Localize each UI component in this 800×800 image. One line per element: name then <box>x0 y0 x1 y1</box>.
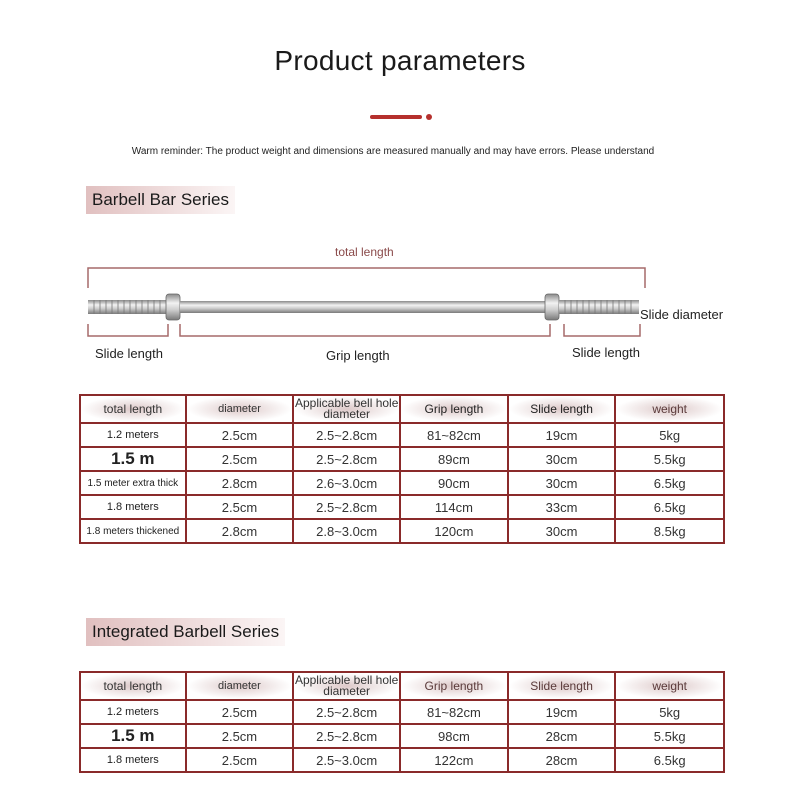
table-row <box>80 519 724 543</box>
cell-total-length: 1.8 meters thickened <box>80 519 186 543</box>
cell-grip-length: 114cm <box>400 495 508 519</box>
integrated-barbell-spec-table <box>79 671 725 773</box>
title-divider <box>370 115 422 119</box>
grip-bar <box>180 301 545 313</box>
cell-slide-length: 30cm <box>508 471 616 495</box>
right-collar <box>545 294 559 320</box>
cell-slide-length: 19cm <box>508 423 616 447</box>
header-slide-length: Slide length <box>508 672 616 700</box>
table-row <box>80 471 724 495</box>
header-weight: weight <box>615 672 724 700</box>
header-bell-hole-diameter: Applicable bell hole diameter <box>294 396 399 421</box>
cell-bell-hole: 2.5~3.0cm <box>293 748 400 772</box>
cell-weight: 6.5kg <box>615 748 724 772</box>
header-grip-length: Grip length <box>400 672 508 700</box>
cell-total-length: 1.8 meters <box>80 495 186 519</box>
cell-weight: 5kg <box>615 423 724 447</box>
slide-diameter-label: Slide diameter <box>640 307 724 322</box>
cell-diameter: 2.5cm <box>186 700 294 724</box>
table-row <box>80 495 724 519</box>
total-length-label: total length <box>335 245 394 259</box>
cell-grip-length: 120cm <box>400 519 508 543</box>
grip-length-label: Grip length <box>326 348 390 363</box>
cell-grip-length: 122cm <box>400 748 508 772</box>
cell-diameter: 2.5cm <box>186 423 294 447</box>
header-total-length: total length <box>80 395 186 423</box>
table-row <box>80 724 724 748</box>
cell-weight: 6.5kg <box>615 495 724 519</box>
cell-diameter: 2.5cm <box>186 748 294 772</box>
section-title-integrated-barbell: Integrated Barbell Series <box>86 618 285 646</box>
slide-length-left-label: Slide length <box>95 346 163 361</box>
cell-slide-length: 30cm <box>508 519 616 543</box>
table-header-row <box>80 395 724 423</box>
cell-bell-hole: 2.6~3.0cm <box>293 471 400 495</box>
cell-total-length: 1.5 meter extra thick <box>80 471 186 495</box>
table-row <box>80 423 724 447</box>
cell-slide-length: 33cm <box>508 495 616 519</box>
cell-weight: 6.5kg <box>615 471 724 495</box>
cell-diameter: 2.8cm <box>186 471 294 495</box>
cell-total-length: 1.2 meters <box>80 700 186 724</box>
cell-total-length: 1.2 meters <box>80 423 186 447</box>
barbell-bar-spec-table <box>79 394 725 544</box>
right-slide-bracket <box>564 324 640 336</box>
cell-grip-length: 89cm <box>400 447 508 471</box>
cell-diameter: 2.5cm <box>186 447 294 471</box>
table-row <box>80 700 724 724</box>
section-title-barbell-bar: Barbell Bar Series <box>86 186 235 214</box>
header-grip-length: Grip length <box>400 395 508 423</box>
cell-bell-hole: 2.5~2.8cm <box>293 724 400 748</box>
cell-total-length: 1.5 m <box>80 724 186 748</box>
cell-bell-hole: 2.5~2.8cm <box>293 700 400 724</box>
cell-bell-hole: 2.5~2.8cm <box>293 495 400 519</box>
grip-length-bracket <box>180 324 550 336</box>
cell-total-length: 1.8 meters <box>80 748 186 772</box>
cell-grip-length: 81~82cm <box>400 700 508 724</box>
cell-total-length: 1.5 m <box>80 447 186 471</box>
cell-weight: 5kg <box>615 700 724 724</box>
left-slide-bracket <box>88 324 168 336</box>
cell-bell-hole: 2.5~2.8cm <box>293 447 400 471</box>
table-row <box>80 447 724 471</box>
cell-weight: 5.5kg <box>615 447 724 471</box>
header-slide-length: Slide length <box>508 395 616 423</box>
cell-grip-length: 98cm <box>400 724 508 748</box>
cell-slide-length: 30cm <box>508 447 616 471</box>
header-weight: weight <box>615 395 724 423</box>
slide-length-right-label: Slide length <box>572 345 640 360</box>
table-header-row <box>80 672 724 700</box>
header-total-length: total length <box>80 672 186 700</box>
page-title: Product parameters <box>274 45 526 76</box>
header-diameter: diameter <box>186 672 294 700</box>
warm-reminder: Warm reminder: The product weight and dimensions are measured manually and may have errors. Please understand <box>131 146 655 157</box>
cell-slide-length: 28cm <box>508 724 616 748</box>
total-length-bracket <box>88 268 645 288</box>
left-collar <box>166 294 180 320</box>
cell-weight: 8.5kg <box>615 519 724 543</box>
table-row <box>80 748 724 772</box>
cell-diameter: 2.5cm <box>186 495 294 519</box>
header-diameter: diameter <box>186 395 294 423</box>
cell-weight: 5.5kg <box>615 724 724 748</box>
barbell-illustration <box>80 240 740 370</box>
cell-grip-length: 81~82cm <box>400 423 508 447</box>
cell-diameter: 2.5cm <box>186 724 294 748</box>
cell-diameter: 2.8cm <box>186 519 294 543</box>
cell-slide-length: 28cm <box>508 748 616 772</box>
title-divider-dot <box>426 114 432 120</box>
cell-slide-length: 19cm <box>508 700 616 724</box>
barbell-diagram <box>80 240 740 370</box>
cell-bell-hole: 2.5~2.8cm <box>293 423 400 447</box>
cell-bell-hole: 2.8~3.0cm <box>293 519 400 543</box>
header-bell-hole-diameter: Applicable bell hole diameter <box>294 673 399 698</box>
cell-grip-length: 90cm <box>400 471 508 495</box>
